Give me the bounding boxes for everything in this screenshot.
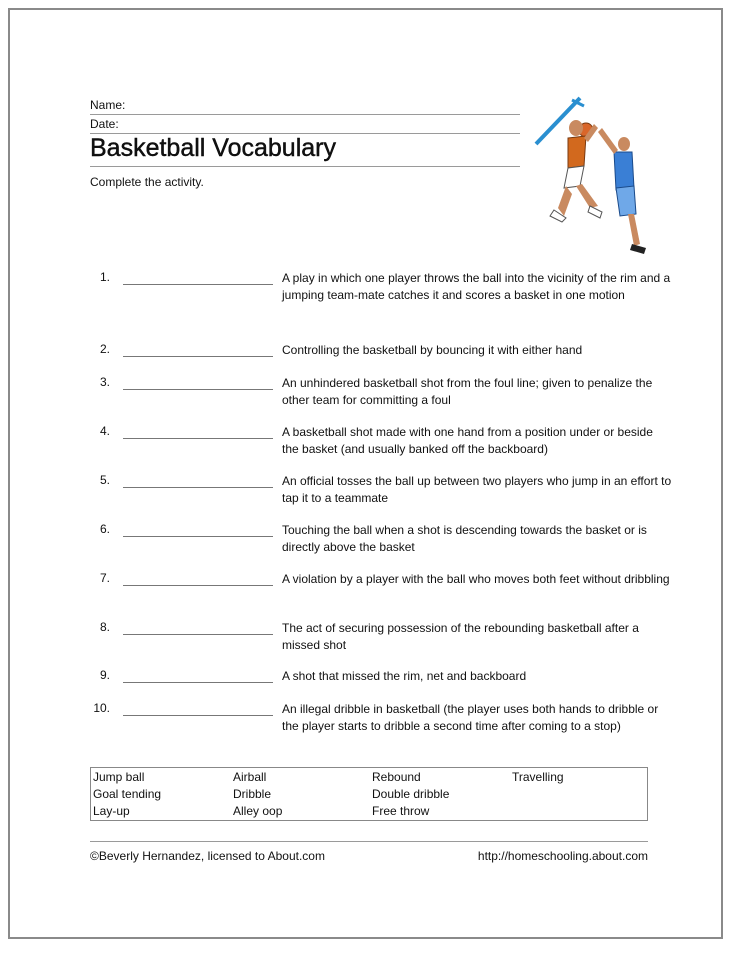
item-definition: An official tosses the ball up between two players who jump in an effort to tap it to a teammate [282, 474, 672, 505]
footer-divider [90, 841, 648, 842]
name-line[interactable] [90, 94, 520, 115]
name-label: Name: [90, 98, 126, 112]
answer-blank[interactable] [123, 681, 273, 683]
word-bank-term: Travelling [512, 770, 564, 784]
answer-blank[interactable] [123, 714, 273, 716]
footer-copyright: ©Beverly Hernandez, licensed to About.com [90, 849, 325, 863]
word-bank-column [372, 769, 449, 820]
item-number: 5. [99, 473, 110, 487]
word-bank-term: Goal tending [93, 787, 162, 801]
item-definition: An illegal dribble in basketball (the player uses both hands to dribble or the player starts to dribble a second time after coming to a stop) [282, 702, 659, 733]
basketball-players-clipart [528, 88, 658, 258]
instructions: Complete the activity. [90, 175, 204, 189]
item-number: 10. [93, 701, 110, 715]
item-number: 9. [99, 668, 110, 682]
word-bank-term: Jump ball [93, 770, 145, 784]
answer-blank[interactable] [123, 486, 273, 488]
item-definition: A violation by a player with the ball who moves both feet without dribbling [282, 572, 670, 586]
word-bank-term: Alley oop [233, 804, 283, 818]
answer-blank[interactable] [123, 388, 273, 390]
item-number: 4. [99, 424, 110, 438]
word-bank-term: Lay-up [93, 804, 130, 818]
answer-blank[interactable] [123, 535, 273, 537]
word-bank-term: Double dribble [372, 787, 450, 801]
item-definition: A shot that missed the rim, net and backboard [282, 669, 527, 683]
answer-blank[interactable] [123, 633, 273, 635]
word-bank-column [512, 769, 564, 786]
word-bank-term: Airball [233, 770, 267, 784]
item-number: 7. [99, 571, 110, 585]
page-title: Basketball Vocabulary [90, 130, 520, 167]
item-number: 8. [99, 620, 110, 634]
item-definition: Controlling the basketball by bouncing it with either hand [282, 343, 583, 357]
answer-blank[interactable] [123, 283, 273, 285]
footer-url[interactable]: http://homeschooling.about.com [477, 849, 648, 863]
date-label: Date: [90, 117, 119, 131]
item-definition: A basketball shot made with one hand from a position under or beside the basket (and usually banked off the backboard) [282, 425, 653, 456]
word-bank-term: Dribble [233, 787, 272, 801]
word-bank-term: Rebound [372, 770, 421, 784]
item-definition: An unhindered basketball shot from the foul line; given to penalize the other team for committing a foul [282, 376, 653, 407]
answer-blank[interactable] [123, 584, 273, 586]
answer-blank[interactable] [123, 437, 273, 439]
worksheet-page [8, 8, 723, 939]
item-number: 2. [99, 342, 110, 356]
item-number: 1. [99, 270, 110, 284]
item-definition: Touching the ball when a shot is descending towards the basket or is directly above the basket [282, 523, 647, 554]
item-number: 3. [99, 375, 110, 389]
answer-blank[interactable] [123, 355, 273, 357]
word-bank-term: Free throw [372, 804, 430, 818]
word-bank-column [93, 769, 161, 820]
item-definition: A play in which one player throws the ball into the vicinity of the rim and a jumping team-mate catches it and scores a basket in one motion [282, 271, 671, 302]
word-bank [90, 767, 648, 821]
item-number: 6. [99, 522, 110, 536]
word-bank-column [233, 769, 282, 820]
item-definition: The act of securing possession of the rebounding basketball after a missed shot [282, 621, 639, 652]
